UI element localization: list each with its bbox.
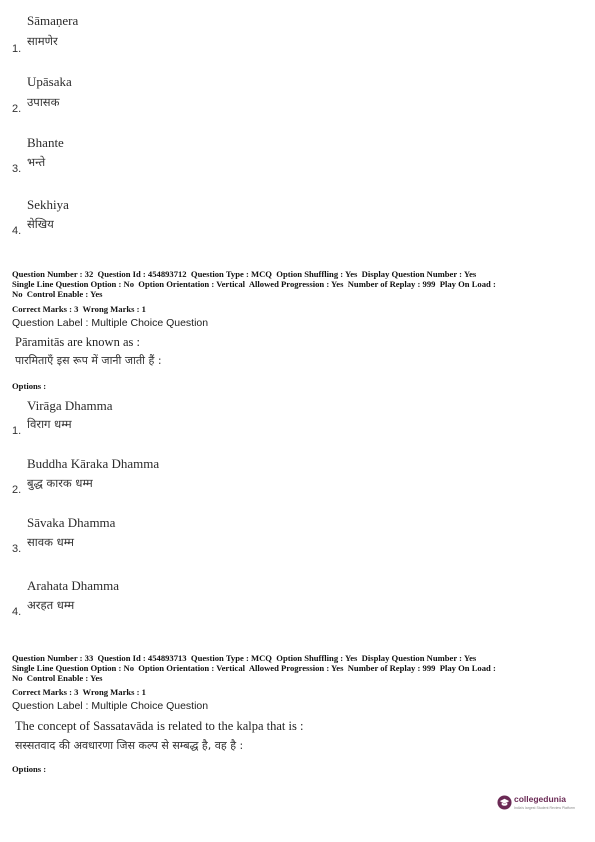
- graduation-cap-icon: [497, 795, 512, 810]
- question-meta-line: No Control Enable : Yes: [12, 289, 103, 299]
- option-3-english: Bhante: [27, 135, 64, 150]
- question-text-english: The concept of Sassatavāda is related to the kalpa that is :: [15, 719, 304, 733]
- option-1-hindi: सामणेर: [27, 34, 58, 48]
- option-3-number: 3.: [12, 163, 22, 175]
- question-label: Question Label : Multiple Choice Question: [12, 700, 209, 712]
- question-text-hindi: सस्सतवाद की अवधारणा जिस कल्प से सम्बद्ध है, वह है :: [15, 739, 244, 752]
- option-2-number: 2.: [12, 103, 22, 115]
- option-4-number: 4.: [12, 606, 22, 618]
- option-3-hindi: सावक धम्म: [27, 535, 75, 549]
- logo-tagline: India's largest Student Review Platform: [514, 806, 575, 810]
- option-2-hindi: उपासक: [27, 95, 60, 109]
- option-4-hindi: अरहत धम्म: [27, 598, 75, 612]
- question-marks: Correct Marks : 3 Wrong Marks : 1: [12, 687, 146, 697]
- option-3-number: 3.: [12, 543, 22, 555]
- question-meta-line: Question Number : 32 Question Id : 454893712 Question Type : MCQ Option Shuffling : Yes Display Question Number : Yes: [12, 269, 477, 279]
- question-label: Question Label : Multiple Choice Question: [12, 317, 209, 329]
- question-text-hindi: पारमिताएँ इस रूप में जानी जाती हैं :: [15, 354, 162, 367]
- question-meta-line: Question Number : 33 Question Id : 454893713 Question Type : MCQ Option Shuffling : Yes Display Question Number : Yes: [12, 653, 477, 663]
- option-1-english: Virāga Dhamma: [27, 398, 113, 413]
- question-meta-line: Single Line Question Option : No Option Orientation : Vertical Allowed Progression : Yes Number of Replay : 999 Play On Load :: [12, 279, 496, 289]
- option-4-number: 4.: [12, 225, 22, 237]
- logo-wordmark: collegedunia: [514, 794, 566, 804]
- question-meta-line: No Control Enable : Yes: [12, 673, 103, 683]
- option-1-number: 1.: [12, 43, 22, 55]
- option-2-english: Upāsaka: [27, 74, 72, 89]
- option-1-number: 1.: [12, 425, 22, 437]
- question-marks: Correct Marks : 3 Wrong Marks : 1: [12, 304, 146, 314]
- question-text-english: Pāramitās are known as :: [15, 335, 140, 349]
- option-2-hindi: बुद्ध कारक धम्म: [27, 476, 93, 490]
- option-4-english: Sekhiya: [27, 197, 69, 212]
- option-2-english: Buddha Kāraka Dhamma: [27, 456, 160, 471]
- option-4-hindi: सेखिय: [27, 217, 54, 231]
- option-1-hindi: विराग धम्म: [27, 417, 72, 431]
- option-2-number: 2.: [12, 484, 22, 496]
- options-heading: Options :: [12, 764, 47, 774]
- question-meta-line: Single Line Question Option : No Option Orientation : Vertical Allowed Progression : Yes Number of Replay : 999 Play On Load :: [12, 663, 496, 673]
- option-4-english: Arahata Dhamma: [27, 578, 120, 593]
- option-3-hindi: भन्ते: [27, 155, 46, 169]
- collegedunia-logo: [497, 792, 577, 816]
- option-1-english: Sāmaṇera: [27, 13, 79, 28]
- option-3-english: Sāvaka Dhamma: [27, 515, 116, 530]
- options-heading: Options :: [12, 381, 47, 391]
